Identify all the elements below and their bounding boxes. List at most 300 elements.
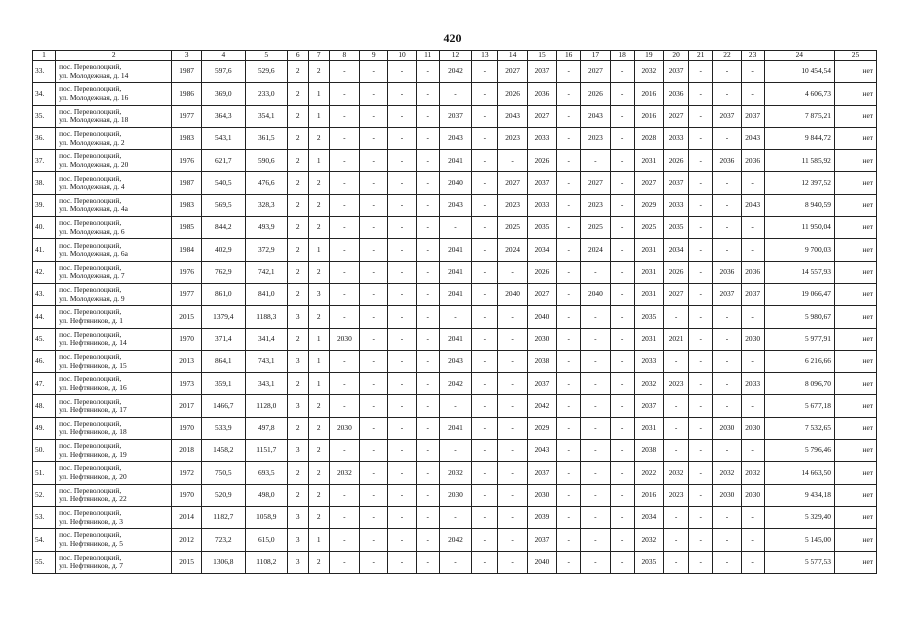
- table-row: [33, 105, 877, 127]
- data-cell: -: [416, 462, 439, 484]
- data-cell: -: [329, 61, 359, 83]
- data-cell: 2037: [713, 283, 741, 305]
- table-row: [33, 373, 877, 395]
- status-cell: нет: [834, 283, 876, 305]
- data-cell: -: [689, 373, 713, 395]
- status-cell: нет: [834, 506, 876, 528]
- row-number-cell: 51.: [33, 462, 56, 484]
- row-number-cell: 50.: [33, 440, 56, 462]
- column-number-cell: 18: [610, 51, 634, 61]
- data-cell: 1985: [172, 217, 201, 239]
- cost-cell: 4 606,73: [764, 83, 834, 105]
- data-cell: 2036: [664, 83, 689, 105]
- row-number-cell: 41.: [33, 239, 56, 261]
- row-number-cell: 46.: [33, 350, 56, 372]
- table-row: [33, 328, 877, 350]
- data-cell: 2026: [664, 261, 689, 283]
- data-cell: 2018: [172, 440, 201, 462]
- data-cell: -: [388, 417, 416, 439]
- data-cell: -: [498, 551, 527, 573]
- data-cell: 3: [287, 440, 308, 462]
- data-cell: 2: [287, 127, 308, 149]
- data-cell: -: [610, 529, 634, 551]
- data-cell: -: [416, 83, 439, 105]
- data-cell: 2032: [439, 462, 472, 484]
- column-number-cell: 17: [581, 51, 610, 61]
- cost-cell: 5 977,91: [764, 328, 834, 350]
- data-cell: -: [610, 350, 634, 372]
- address-street: ул. Молодежная, д. 6а: [59, 249, 128, 259]
- data-cell: 2016: [634, 83, 663, 105]
- data-cell: -: [557, 83, 581, 105]
- data-cell: -: [664, 417, 689, 439]
- data-cell: -: [472, 328, 498, 350]
- data-cell: 2022: [634, 462, 663, 484]
- data-cell: 2042: [439, 373, 472, 395]
- address-cell: [56, 440, 172, 462]
- row-number-cell: 38.: [33, 172, 56, 194]
- address-cell: [56, 172, 172, 194]
- data-cell: -: [388, 529, 416, 551]
- data-cell: -: [329, 105, 359, 127]
- data-cell: -: [329, 350, 359, 372]
- data-cell: 2027: [664, 105, 689, 127]
- data-cell: 2: [308, 306, 329, 328]
- data-cell: 2030: [713, 484, 741, 506]
- data-cell: 2035: [634, 551, 663, 573]
- row-number-cell: 39.: [33, 194, 56, 216]
- address-settlement: пос. Переволоцкий,: [59, 173, 122, 183]
- data-cell: -: [329, 261, 359, 283]
- data-cell: -: [713, 395, 741, 417]
- data-cell: 2023: [498, 127, 527, 149]
- column-number-cell: 1: [33, 51, 56, 61]
- data-cell: -: [610, 462, 634, 484]
- address-settlement: пос. Переволоцкий,: [59, 195, 122, 205]
- data-cell: 1977: [172, 105, 201, 127]
- data-cell: -: [439, 83, 472, 105]
- status-cell: нет: [834, 395, 876, 417]
- column-number-cell: 3: [172, 51, 201, 61]
- data-cell: 2040: [498, 283, 527, 305]
- data-cell: -: [329, 194, 359, 216]
- column-number-cell: 2: [56, 51, 172, 61]
- data-cell: -: [498, 484, 527, 506]
- data-cell: -: [713, 217, 741, 239]
- data-cell: -: [416, 306, 439, 328]
- data-cell: 2: [287, 105, 308, 127]
- data-cell: 2037: [527, 462, 556, 484]
- address-cell: [56, 373, 172, 395]
- column-number-cell: 25: [834, 51, 876, 61]
- data-cell: 2030: [527, 484, 556, 506]
- data-cell: 2030: [741, 484, 764, 506]
- address-cell: [56, 217, 172, 239]
- data-cell: 2026: [527, 150, 556, 172]
- data-cell: 2023: [498, 194, 527, 216]
- data-cell: -: [472, 150, 498, 172]
- data-cell: -: [741, 217, 764, 239]
- data-cell: -: [713, 172, 741, 194]
- data-cell: -: [610, 127, 634, 149]
- data-cell: 2024: [581, 239, 610, 261]
- data-cell: 2032: [634, 61, 663, 83]
- data-cell: 354,1: [245, 105, 287, 127]
- data-cell: 341,4: [245, 328, 287, 350]
- data-cell: 2042: [439, 61, 472, 83]
- status-cell: нет: [834, 306, 876, 328]
- data-cell: 742,1: [245, 261, 287, 283]
- data-cell: 2: [287, 150, 308, 172]
- data-cell: -: [416, 529, 439, 551]
- data-cell: -: [557, 150, 581, 172]
- data-cell: -: [581, 350, 610, 372]
- data-cell: 2033: [664, 194, 689, 216]
- data-cell: 371,4: [201, 328, 245, 350]
- data-cell: 1379,4: [201, 306, 245, 328]
- data-cell: -: [388, 127, 416, 149]
- cost-cell: 9 844,72: [764, 127, 834, 149]
- data-cell: 2040: [581, 283, 610, 305]
- data-cell: -: [439, 551, 472, 573]
- data-cell: 2040: [527, 306, 556, 328]
- table-row: [33, 61, 877, 83]
- data-cell: -: [388, 172, 416, 194]
- data-cell: -: [581, 306, 610, 328]
- address-cell: [56, 261, 172, 283]
- cost-cell: 9 700,03: [764, 239, 834, 261]
- data-cell: -: [713, 83, 741, 105]
- data-cell: -: [388, 239, 416, 261]
- address-cell: [56, 328, 172, 350]
- data-cell: -: [388, 462, 416, 484]
- data-cell: -: [498, 373, 527, 395]
- column-number-cell: 4: [201, 51, 245, 61]
- data-cell: -: [741, 395, 764, 417]
- data-cell: -: [472, 172, 498, 194]
- data-cell: -: [472, 350, 498, 372]
- data-cell: -: [472, 462, 498, 484]
- cost-cell: 7 532,65: [764, 417, 834, 439]
- data-cell: -: [557, 261, 581, 283]
- data-cell: 2043: [498, 105, 527, 127]
- data-cell: 2: [287, 261, 308, 283]
- data-cell: -: [388, 217, 416, 239]
- data-cell: -: [388, 484, 416, 506]
- data-cell: 2036: [741, 150, 764, 172]
- data-cell: -: [610, 283, 634, 305]
- data-cell: 2037: [664, 172, 689, 194]
- status-cell: нет: [834, 350, 876, 372]
- row-number-cell: 37.: [33, 150, 56, 172]
- cost-cell: 10 454,54: [764, 61, 834, 83]
- data-cell: 2039: [527, 506, 556, 528]
- data-cell: -: [557, 105, 581, 127]
- data-cell: -: [329, 217, 359, 239]
- data-cell: 1987: [172, 172, 201, 194]
- data-cell: 2028: [634, 127, 663, 149]
- row-number-cell: 42.: [33, 261, 56, 283]
- address-cell: [56, 395, 172, 417]
- data-cell: 2032: [664, 462, 689, 484]
- data-cell: 2: [308, 440, 329, 462]
- data-cell: 2038: [527, 350, 556, 372]
- data-cell: 3: [287, 551, 308, 573]
- row-number-cell: 40.: [33, 217, 56, 239]
- data-cell: -: [416, 127, 439, 149]
- status-cell: нет: [834, 127, 876, 149]
- data-cell: -: [360, 440, 388, 462]
- data-cell: 2029: [634, 194, 663, 216]
- data-cell: -: [689, 239, 713, 261]
- cost-cell: 5 980,67: [764, 306, 834, 328]
- data-cell: 1987: [172, 61, 201, 83]
- data-cell: -: [581, 150, 610, 172]
- data-cell: -: [557, 395, 581, 417]
- cost-cell: 14 663,50: [764, 462, 834, 484]
- data-cell: -: [610, 61, 634, 83]
- column-number-cell: 22: [713, 51, 741, 61]
- data-cell: 2042: [527, 395, 556, 417]
- column-number-cell: 21: [689, 51, 713, 61]
- data-cell: 2027: [498, 61, 527, 83]
- data-cell: -: [388, 506, 416, 528]
- address-settlement: пос. Переволоцкий,: [59, 508, 122, 518]
- cost-cell: 9 434,18: [764, 484, 834, 506]
- data-cell: 615,0: [245, 529, 287, 551]
- data-cell: -: [610, 328, 634, 350]
- data-cell: 2043: [581, 105, 610, 127]
- data-cell: -: [416, 373, 439, 395]
- data-cell: 2030: [329, 328, 359, 350]
- data-cell: 3: [287, 350, 308, 372]
- data-cell: 2: [287, 328, 308, 350]
- data-cell: 2031: [634, 239, 663, 261]
- row-number-cell: 36.: [33, 127, 56, 149]
- data-cell: -: [581, 440, 610, 462]
- data-cell: -: [610, 551, 634, 573]
- data-cell: -: [610, 395, 634, 417]
- data-cell: 2: [287, 239, 308, 261]
- data-cell: 2025: [498, 217, 527, 239]
- data-cell: -: [360, 150, 388, 172]
- data-cell: -: [581, 506, 610, 528]
- data-cell: 361,5: [245, 127, 287, 149]
- data-cell: -: [557, 440, 581, 462]
- data-cell: 2034: [634, 506, 663, 528]
- address-cell: [56, 551, 172, 573]
- address-cell: [56, 417, 172, 439]
- data-cell: -: [472, 217, 498, 239]
- data-cell: -: [472, 261, 498, 283]
- data-cell: -: [360, 395, 388, 417]
- data-cell: -: [557, 61, 581, 83]
- data-cell: -: [388, 283, 416, 305]
- data-cell: -: [416, 395, 439, 417]
- data-cell: 3: [287, 395, 308, 417]
- address-street: ул. Нефтяников, д. 22: [59, 494, 127, 504]
- data-cell: -: [689, 194, 713, 216]
- data-cell: 1: [308, 150, 329, 172]
- data-cell: 2038: [634, 440, 663, 462]
- data-cell: -: [388, 83, 416, 105]
- cost-cell: 7 875,21: [764, 105, 834, 127]
- data-cell: -: [557, 217, 581, 239]
- address-street: ул. Молодежная, д. 4: [59, 182, 125, 192]
- data-cell: -: [689, 261, 713, 283]
- data-cell: -: [472, 239, 498, 261]
- status-cell: нет: [834, 484, 876, 506]
- data-cell: 1977: [172, 283, 201, 305]
- address-settlement: пос. Переволоцкий,: [59, 329, 122, 339]
- data-cell: -: [713, 506, 741, 528]
- data-cell: 2040: [439, 172, 472, 194]
- data-cell: -: [472, 306, 498, 328]
- data-cell: -: [557, 484, 581, 506]
- data-cell: -: [472, 373, 498, 395]
- data-cell: 1984: [172, 239, 201, 261]
- data-cell: 750,5: [201, 462, 245, 484]
- data-cell: 2032: [634, 529, 663, 551]
- row-number-cell: 52.: [33, 484, 56, 506]
- address-cell: [56, 61, 172, 83]
- row-number-cell: 34.: [33, 83, 56, 105]
- address-settlement: пос. Переволоцкий,: [59, 218, 122, 228]
- data-cell: -: [329, 306, 359, 328]
- data-cell: -: [360, 551, 388, 573]
- data-cell: 2035: [527, 217, 556, 239]
- data-cell: -: [416, 417, 439, 439]
- data-cell: -: [581, 551, 610, 573]
- cost-cell: 5 145,00: [764, 529, 834, 551]
- cost-cell: 11 950,04: [764, 217, 834, 239]
- data-cell: 2037: [741, 105, 764, 127]
- data-cell: -: [581, 417, 610, 439]
- data-cell: -: [388, 328, 416, 350]
- data-cell: -: [557, 506, 581, 528]
- data-cell: 1: [308, 529, 329, 551]
- data-cell: 2037: [664, 61, 689, 83]
- data-cell: 2: [287, 172, 308, 194]
- data-cell: -: [416, 239, 439, 261]
- column-number-cell: 5: [245, 51, 287, 61]
- data-cell: -: [360, 328, 388, 350]
- data-cell: 2036: [713, 150, 741, 172]
- data-cell: -: [581, 373, 610, 395]
- data-cell: -: [329, 239, 359, 261]
- data-cell: -: [557, 462, 581, 484]
- data-cell: -: [713, 61, 741, 83]
- data-cell: 2027: [581, 172, 610, 194]
- data-cell: -: [416, 150, 439, 172]
- data-cell: -: [610, 217, 634, 239]
- data-cell: -: [388, 105, 416, 127]
- data-cell: 2029: [527, 417, 556, 439]
- table-row: [33, 462, 877, 484]
- data-cell: 2013: [172, 350, 201, 372]
- data-cell: 2027: [498, 172, 527, 194]
- data-cell: 2031: [634, 417, 663, 439]
- data-cell: -: [741, 306, 764, 328]
- data-cell: 2014: [172, 506, 201, 528]
- data-cell: 1972: [172, 462, 201, 484]
- address-cell: [56, 350, 172, 372]
- data-cell: 2: [308, 172, 329, 194]
- address-street: ул. Молодежная, д. 2: [59, 137, 125, 147]
- data-cell: 2031: [634, 283, 663, 305]
- data-cell: -: [713, 239, 741, 261]
- data-cell: -: [610, 484, 634, 506]
- address-cell: [56, 83, 172, 105]
- data-cell: 2: [287, 217, 308, 239]
- row-number-cell: 54.: [33, 529, 56, 551]
- data-cell: -: [360, 417, 388, 439]
- data-cell: -: [557, 350, 581, 372]
- data-cell: -: [741, 172, 764, 194]
- data-cell: 2031: [634, 328, 663, 350]
- status-cell: нет: [834, 529, 876, 551]
- data-cell: -: [610, 239, 634, 261]
- data-cell: 540,5: [201, 172, 245, 194]
- address-street: ул. Молодежная, д. 14: [59, 70, 129, 80]
- data-cell: -: [741, 440, 764, 462]
- data-cell: -: [664, 551, 689, 573]
- address-street: ул. Нефтяников, д. 16: [59, 382, 127, 392]
- data-cell: -: [388, 261, 416, 283]
- table-row: [33, 484, 877, 506]
- address-settlement: пос. Переволоцкий,: [59, 307, 122, 317]
- data-cell: -: [498, 395, 527, 417]
- data-cell: -: [472, 83, 498, 105]
- address-cell: [56, 127, 172, 149]
- data-cell: 3: [287, 306, 308, 328]
- data-cell: -: [581, 328, 610, 350]
- status-cell: нет: [834, 83, 876, 105]
- data-cell: 2027: [527, 283, 556, 305]
- data-cell: -: [329, 83, 359, 105]
- data-cell: 402,9: [201, 239, 245, 261]
- data-cell: -: [472, 395, 498, 417]
- data-cell: -: [416, 506, 439, 528]
- data-cell: -: [472, 127, 498, 149]
- table-row: [33, 172, 877, 194]
- status-cell: нет: [834, 172, 876, 194]
- address-street: ул. Молодежная, д. 6: [59, 226, 125, 236]
- row-number-cell: 49.: [33, 417, 56, 439]
- data-cell: 2025: [634, 217, 663, 239]
- data-cell: -: [329, 395, 359, 417]
- address-street: ул. Нефтяников, д. 1: [59, 315, 124, 325]
- data-cell: 1976: [172, 261, 201, 283]
- cost-cell: 11 585,92: [764, 150, 834, 172]
- data-cell: -: [689, 150, 713, 172]
- status-cell: нет: [834, 61, 876, 83]
- data-cell: -: [329, 172, 359, 194]
- data-cell: -: [610, 83, 634, 105]
- data-cell: -: [713, 529, 741, 551]
- data-cell: -: [416, 61, 439, 83]
- column-number-header-row: [33, 51, 877, 61]
- data-cell: 2034: [664, 239, 689, 261]
- row-number-cell: 44.: [33, 306, 56, 328]
- data-cell: -: [610, 506, 634, 528]
- data-cell: -: [689, 417, 713, 439]
- data-cell: -: [360, 172, 388, 194]
- data-cell: -: [581, 484, 610, 506]
- data-cell: 2: [287, 61, 308, 83]
- data-cell: 543,1: [201, 127, 245, 149]
- data-cell: 364,3: [201, 105, 245, 127]
